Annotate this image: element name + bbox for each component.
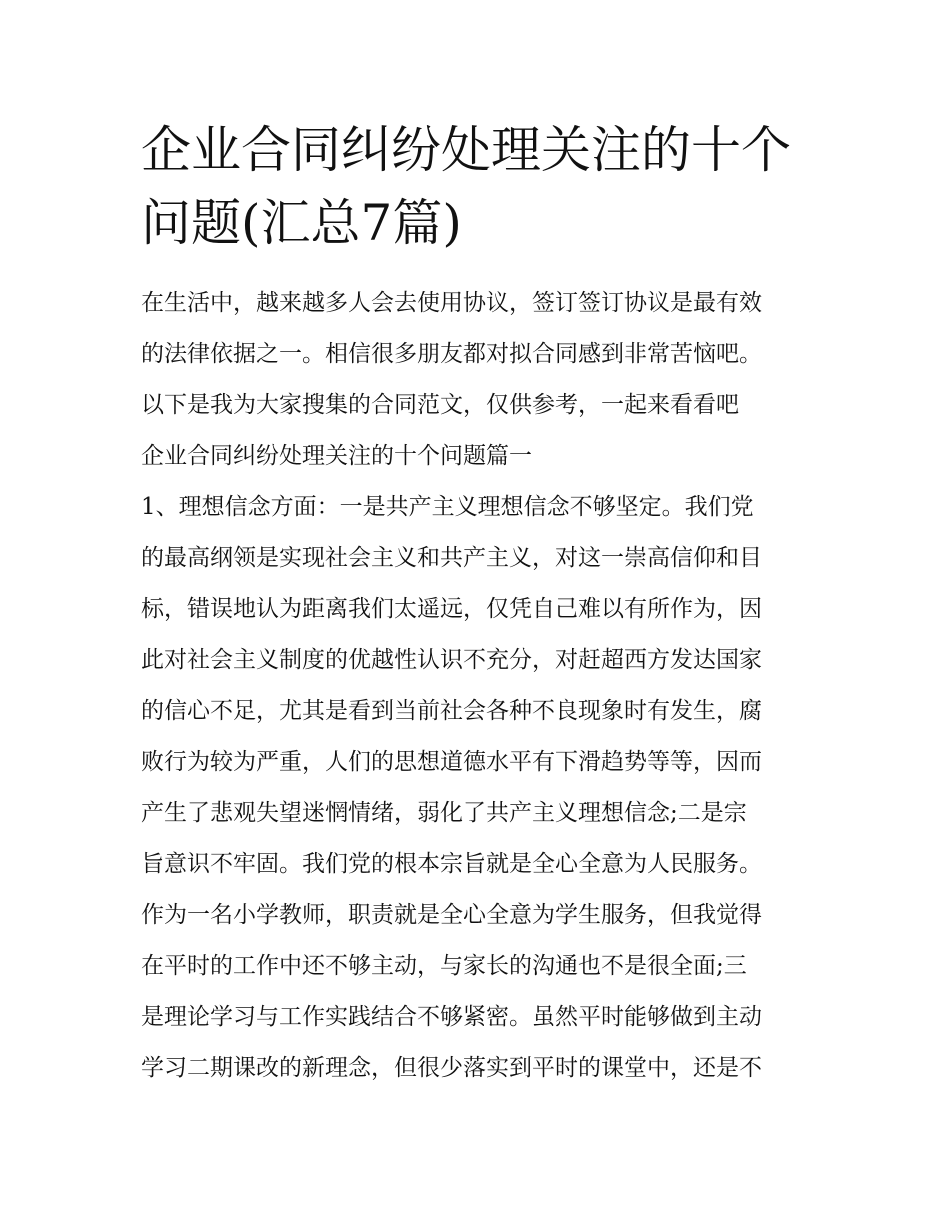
paragraph-line-6: 败行为较为严重，人们的思想道德水平有下滑趋势等等，因而 (141, 749, 762, 775)
paragraph-line-7: 产生了悲观失望迷惘情绪，弱化了共产主义理想信念;二是宗 (141, 800, 747, 826)
paragraph-line-2: 的最高纲领是实现社会主义和共产主义，对这一崇高信仰和目 (141, 545, 762, 571)
intro-paragraph-line-2: 的法律依据之一。相信很多朋友都对拟合同感到非常苦恼吧。 (141, 341, 762, 367)
paragraph-line-8: 旨意识不牢固。我们党的根本宗旨就是全心全意为人民服务。 (141, 851, 762, 877)
document-title (141, 114, 821, 260)
paragraph-line-9: 作为一名小学教师，职责就是全心全意为学生服务，但我觉得 (141, 902, 762, 928)
paragraph-line-3: 标，错误地认为距离我们太遥远，仅凭自己难以有所作为，因 (141, 596, 762, 622)
paragraph-line-11: 是理论学习与工作实践结合不够紧密。虽然平时能够做到主动 (141, 1004, 762, 1030)
intro-paragraph-line-1: 在生活中，越来越多人会去使用协议，签订签订协议是最有效 (141, 290, 762, 316)
section-heading: 企业合同纠纷处理关注的十个问题篇一 (141, 443, 532, 469)
paragraph-line-4: 此对社会主义制度的优越性认识不充分，对赶超西方发达国家 (141, 647, 762, 673)
title-line-2: 问题(汇总7篇) (141, 194, 462, 252)
paragraph-line-10: 在平时的工作中还不够主动，与家长的沟通也不是很全面;三 (141, 953, 747, 979)
intro-paragraph-line-3: 以下是我为大家搜集的合同范文，仅供参考，一起来看看吧 (141, 392, 739, 418)
title-line-1: 企业合同纠纷处理关注的十个 (141, 121, 791, 179)
paragraph-line-1: 1、理想信念方面：一是共产主义理想信念不够坚定。我们党 (141, 494, 754, 520)
paragraph-line-5: 的信心不足，尤其是看到当前社会各种不良现象时有发生，腐 (141, 698, 762, 724)
paragraph-line-12: 学习二期课改的新理念，但很少落实到平时的课堂中，还是不 (141, 1055, 762, 1081)
document-body (141, 278, 821, 1094)
